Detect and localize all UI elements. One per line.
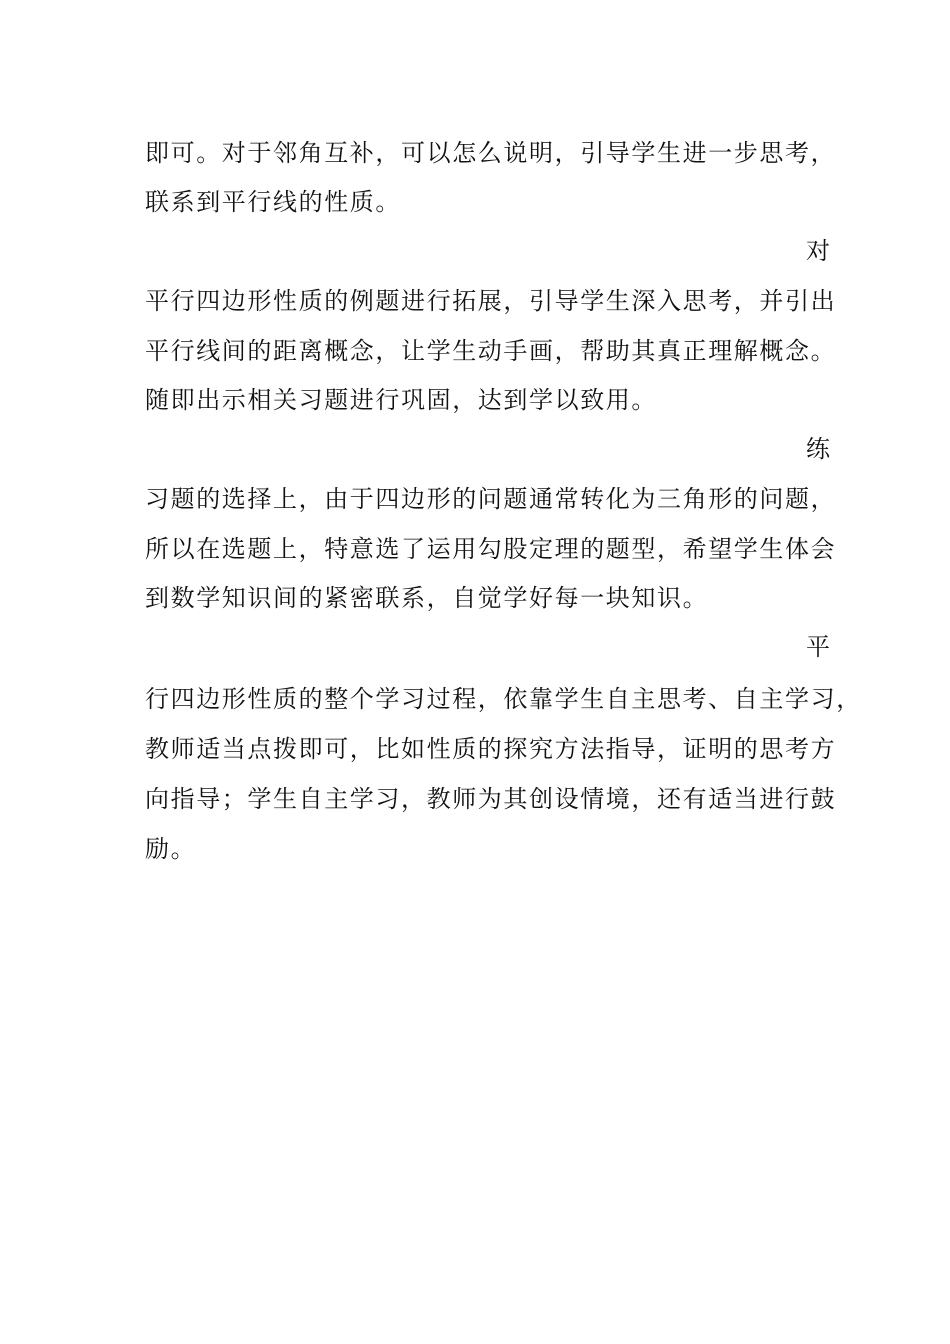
paragraph-line: 即可。对于邻角互补，可以怎么说明，引导学生进一步思考， [145,139,837,167]
paragraph-marker: 平 [806,633,830,661]
paragraph-line: 习题的选择上，由于四边形的问题通常转化为三角形的问题， [145,485,837,513]
paragraph-line: 随即出示相关习题进行巩固，达到学以致用。 [145,386,657,414]
paragraph-marker: 对 [806,237,830,265]
paragraph-line: 平行四边形性质的例题进行拓展，引导学生深入思考，并引出 [145,287,837,315]
paragraph-marker: 练 [806,435,830,463]
paragraph-line: 行四边形性质的整个学习过程，依靠学生自主思考、自主学习， [145,685,862,713]
paragraph-line: 所以在选题上，特意选了运用勾股定理的题型，希望学生体会 [145,535,837,563]
paragraph-line: 励。 [145,835,197,863]
paragraph-line: 到数学知识间的紧密联系，自觉学好每一块知识。 [145,584,709,612]
paragraph-line: 联系到平行线的性质。 [145,188,401,216]
paragraph-line: 平行线间的距离概念，让学生动手画，帮助其真正理解概念。 [145,337,837,365]
paragraph-line: 教师适当点拨即可，比如性质的探究方法指导，证明的思考方 [145,735,837,763]
paragraph-line: 向指导；学生自主学习，教师为其创设情境，还有适当进行鼓 [145,785,837,813]
